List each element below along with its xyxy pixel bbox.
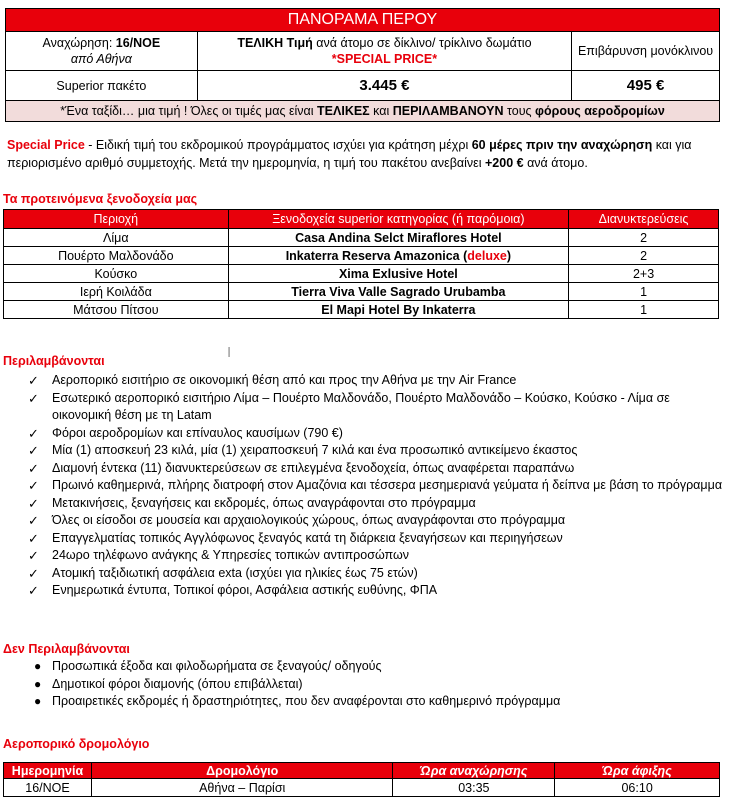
header-departure-text: Ώρα αναχώρησης [420, 763, 528, 778]
hotel-name: El Mapi Hotel By Inkaterra [228, 301, 568, 319]
single-supplement-header: Επιβάρυνση μονόκλινου [572, 32, 720, 71]
departure-cell [6, 32, 198, 71]
hotel-nights: 2+3 [569, 265, 719, 283]
departure-date: 16/ΝΟΕ [115, 36, 161, 50]
header-nights: Διανυκτερεύσεις [569, 210, 719, 229]
list-item-text: Επαγγελματίας τοπικός Αγγλόφωνος ξεναγός κατά τη διάρκεια ξεναγήσεων και περιηγήσεων [52, 530, 563, 545]
special-price-bold-1: 60 μέρες πριν την αναχώρηση [471, 138, 653, 152]
hotel-area: Λίμα [4, 229, 229, 247]
check-icon: ✓ [28, 530, 39, 546]
header-departure [393, 763, 555, 779]
hotels-title: Τα προτεινόμενα ξενοδοχεία μας [3, 192, 198, 206]
list-item-text: Ατομική ταξιδιωτική ασφάλεια exta (ισχύει για ηλικίες έως 75 ετών) [52, 565, 418, 580]
hotel-name-end: ) [506, 248, 512, 263]
note-bold-2: ΠΕΡΙΛΑΜΒΑΝΟΥΝ [392, 104, 504, 118]
note-text-2: και [369, 104, 393, 118]
list-item-text: Δημοτικοί φόροι διαμονής (όπου επιβάλλεται) [52, 676, 303, 691]
list-item-text: Φόροι αεροδρομίων και επίναυλος καυσίμων (790 €) [52, 425, 343, 440]
hotel-nights: 1 [569, 283, 719, 301]
special-price-text-2: και για περιορισμένο αριθμό συμμετοχής. Μετά την ημερομηνία, η τιμή του πακέτου ανεβαίνει [7, 138, 692, 170]
table-row [4, 779, 720, 797]
special-price-label: Special Price [7, 138, 85, 152]
hotel-name: Tierra Viva Valle Sagrado Urubamba [228, 283, 568, 301]
excluded-list [28, 658, 728, 711]
list-item-text: Αεροπορικό εισιτήριο σε οικονομική θέση από και προς την Αθήνα με την Air France [52, 373, 517, 387]
tour-title: ΠΑΝΟΡΑΜΑ ΠΕΡΟΥ [6, 9, 720, 32]
table-row [4, 247, 719, 265]
table-row [4, 301, 719, 319]
list-item-text: Πρωινό καθημερινά, πλήρης διατροφή στον Αμαζόνια και τέσσερα μεσημεριανά γεύματα ή δείπνα με βάση το πρόγραμμα [52, 478, 723, 492]
hotel-nights: 2 [569, 247, 719, 265]
list-item-text: Προσωπικά έξοδα και φιλοδωρήματα σε ξεναγούς/ οδηγούς [52, 659, 382, 673]
note-text-3: τους [503, 104, 536, 118]
hotel-area: Ιερή Κοιλάδα [4, 283, 229, 301]
price-table [5, 8, 720, 122]
hotel-deluxe-tag: deluxe [467, 248, 507, 263]
check-icon: ✓ [28, 443, 39, 458]
list-item [28, 512, 728, 530]
list-item [28, 565, 728, 583]
check-icon: ✓ [28, 478, 39, 493]
list-item-text: Μετακινήσεις, ξεναγήσεις και εκδρομές, όπως αναγράφονται στο πρόγραμμα [52, 495, 476, 510]
hotel-area: Πουέρτο Μαλδονάδο [4, 247, 229, 265]
hotels-table [3, 209, 719, 319]
included-list [28, 372, 728, 600]
check-icon: ✓ [28, 565, 39, 581]
list-item [28, 676, 728, 694]
note-text-1: *Ένα ταξίδι… μια τιμή ! Όλες οι τιμές μας είναι [60, 104, 318, 118]
flights-header-row [4, 763, 720, 779]
check-icon: ✓ [28, 460, 39, 476]
list-item [28, 442, 728, 460]
flight-route: Αθήνα – Παρίσι [91, 779, 392, 797]
special-price-tag: *SPECIAL PRICE* [331, 52, 438, 66]
hotel-area: Κούσκο [4, 265, 229, 283]
special-price-bold-2: +200 € [485, 156, 524, 170]
special-price-text-3: ανά άτομο. [523, 156, 588, 170]
check-icon: ✓ [28, 373, 39, 388]
bullet-icon: ● [34, 659, 42, 673]
hotel-nights: 1 [569, 301, 719, 319]
table-row [4, 229, 719, 247]
check-icon: ✓ [28, 548, 39, 563]
hotel-name [228, 247, 568, 265]
departure-label: Αναχώρηση: [42, 36, 116, 50]
check-icon: ✓ [28, 390, 39, 406]
list-item-text: Ενημερωτικά έντυπα, Τοπικοί φόροι, Ασφάλεια αστικής ευθύνης, ΦΠΑ [52, 583, 438, 597]
list-item [28, 547, 728, 565]
check-icon: ✓ [28, 513, 39, 528]
list-item-text: Διαμονή έντεκα (11) διανυκτερεύσεων σε επιλεγμένα ξενοδοχεία, όπως αναφέρεται παραπάνω [52, 460, 575, 475]
special-price-paragraph [7, 136, 739, 172]
list-item [28, 693, 728, 711]
flight-arrival: 06:10 [555, 779, 720, 797]
check-icon: ✓ [28, 495, 39, 511]
hotel-nights: 2 [569, 229, 719, 247]
header-hotel: Ξενοδοχεία superior κατηγορίας (ή παρόμοια) [228, 210, 568, 229]
list-item [28, 425, 728, 443]
hotels-header-row [4, 210, 719, 229]
list-item [28, 390, 728, 425]
list-item-text: 24ωρο τηλέφωνο ανάγκης & Υπηρεσίες τοπικών αντιπροσώπων [52, 548, 409, 562]
flight-departure: 03:35 [393, 779, 555, 797]
list-item [28, 495, 728, 513]
hotel-name: Casa Andina Selct Miraflores Hotel [228, 229, 568, 247]
hotel-name: Xima Exlusive Hotel [228, 265, 568, 283]
final-price-header [197, 32, 571, 71]
price-note [6, 101, 720, 122]
single-price: 495 € [572, 71, 720, 101]
list-item-text: Όλες οι είσοδοι σε μουσεία και αρχαιολογικούς χώρους, όπως αναγράφονται στο πρόγραμμα [52, 513, 566, 527]
list-item [28, 372, 728, 390]
bullet-icon: ● [34, 694, 42, 708]
departure-from: από Αθήνα [70, 52, 132, 66]
note-bold-1: ΤΕΛΙΚΕΣ [317, 104, 370, 118]
header-area: Περιοχή [4, 210, 229, 229]
flights-title: Αεροπορικό δρομολόγιο [3, 737, 150, 751]
bullet-icon: ● [34, 676, 42, 691]
header-arrival [555, 763, 720, 779]
list-item-text: Μία (1) αποσκευή 23 κιλά, μία (1) χειραποσκευή 7 κιλά και ένα προσωπικό αντικείμενο έκαστος [52, 443, 578, 457]
hotel-name-text: Inkaterra Reserva Amazonica ( [285, 248, 468, 263]
table-row [4, 265, 719, 283]
list-item-text: Εσωτερικό αεροπορικό εισιτήριο Λίμα – Πουέρτο Μαλδονάδο, Πουέρτο Μαλδονάδο – Κούσκο, Κούσκο - Λίμα σε οικονομική θέση με τη Latam [52, 390, 670, 422]
final-price-desc: ανά άτομο σε δίκλινο/ τρίκλινο δωμάτιο [312, 36, 532, 50]
list-item [28, 477, 728, 495]
table-row [4, 283, 719, 301]
header-route: Δρομολόγιο [91, 763, 392, 779]
hotel-area: Μάτσου Πίτσου [4, 301, 229, 319]
flight-date: 16/ΝΟΕ [4, 779, 92, 797]
header-date: Ημερομηνία [4, 763, 92, 779]
header-arrival-text: Ώρα άφιξης [602, 763, 672, 778]
flights-table [3, 762, 720, 797]
list-item [28, 658, 728, 676]
special-price-text-1: - Ειδική τιμή του εκδρομικού προγράμματος ισχύει για κράτηση μέχρι [84, 138, 472, 152]
final-price-label: ΤΕΛΙΚΗ Τιμή [237, 36, 313, 50]
list-item-text: Προαιρετικές εκδρομές ή δραστηριότητες, που δεν αναφέρονται στο καθημερινό πρόγραμμα [52, 694, 561, 708]
check-icon: ✓ [28, 583, 39, 598]
note-bold-3: φόρους αεροδρομίων [535, 104, 665, 118]
included-title: Περιλαμβάνονται [3, 354, 105, 368]
list-item [28, 460, 728, 478]
list-item [28, 530, 728, 548]
excluded-title: Δεν Περιλαμβάνονται [3, 642, 130, 656]
package-label: Superior πακέτο [6, 71, 198, 101]
list-item [28, 582, 728, 600]
package-price: 3.445 € [197, 71, 571, 101]
text-cursor-icon: I [227, 344, 232, 361]
check-icon: ✓ [28, 425, 39, 441]
